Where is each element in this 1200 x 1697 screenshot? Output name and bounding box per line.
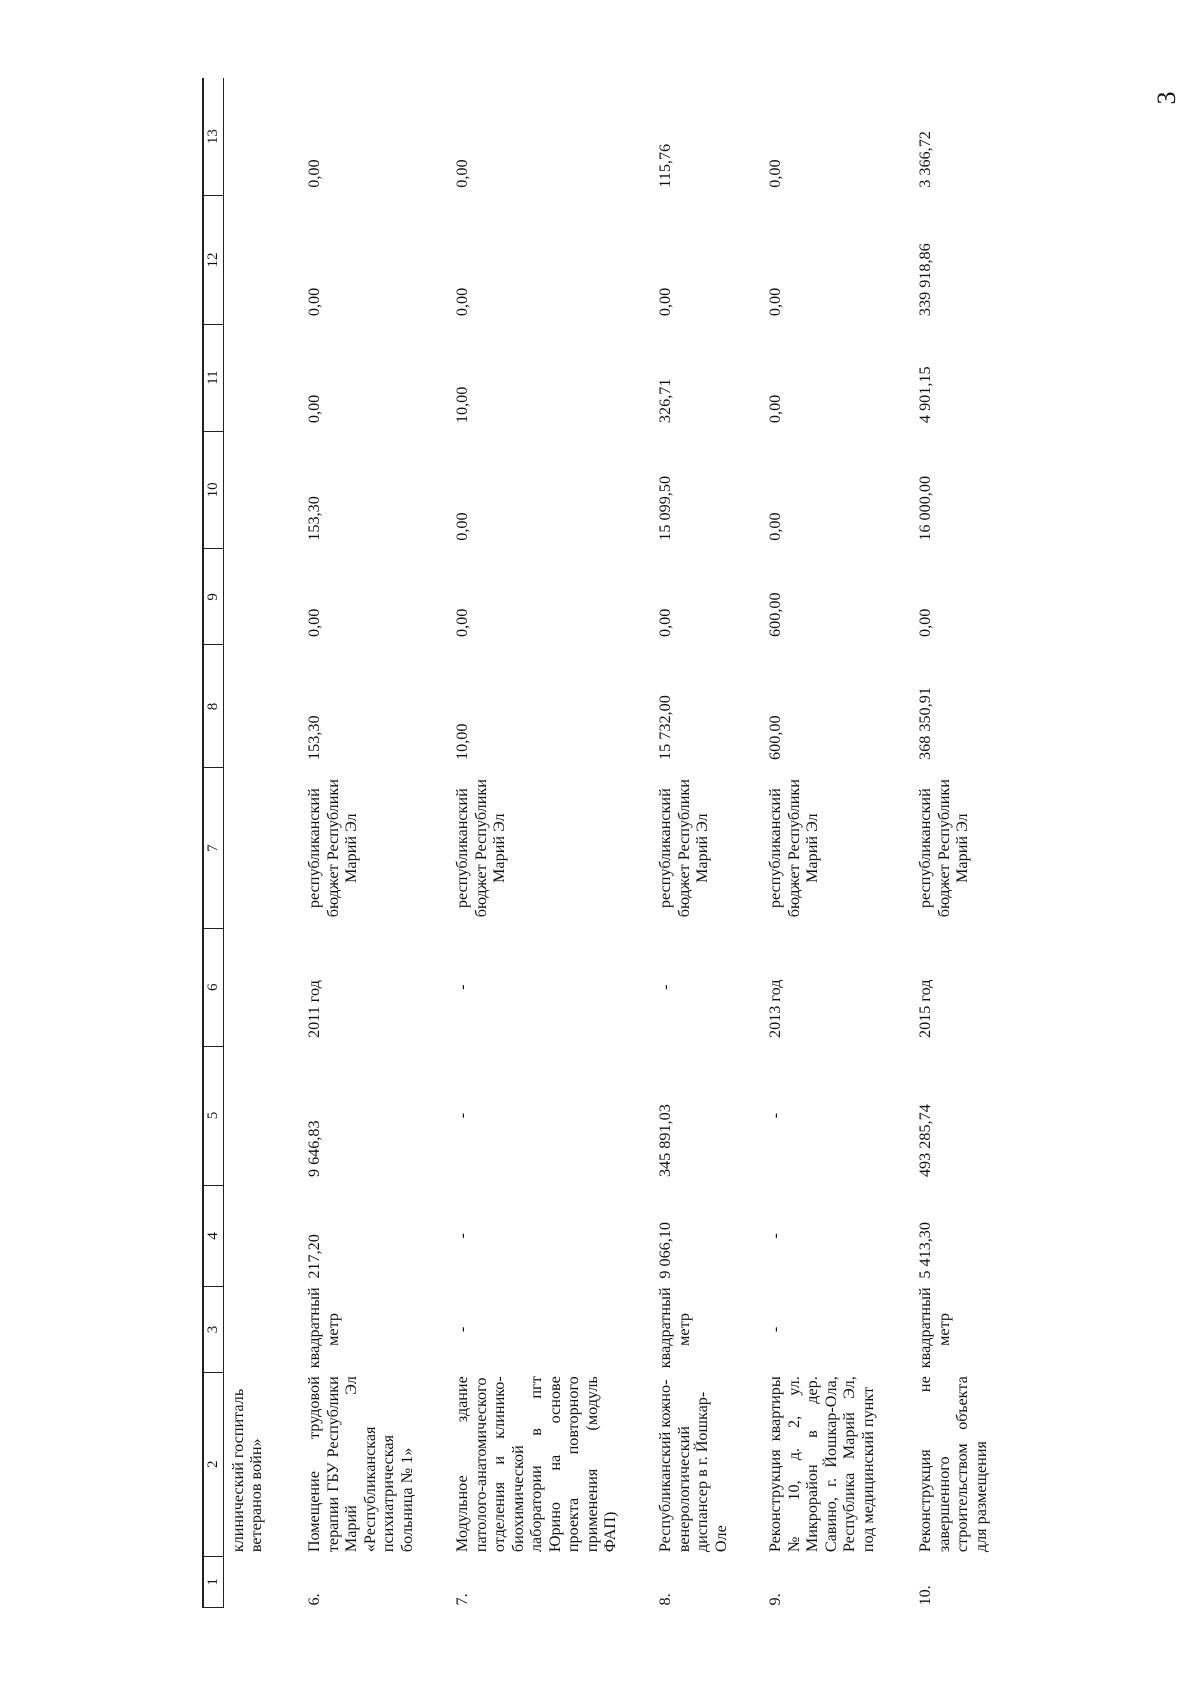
- value-10: 0,00: [453, 512, 471, 541]
- total: 10,00: [453, 723, 471, 760]
- table-row: [447, 78, 650, 1608]
- funding-source: республиканский бюджет Республики Марий Эл: [453, 779, 508, 918]
- capacity: -: [453, 1233, 471, 1239]
- unit: [223, 1287, 299, 1373]
- capacity: 5 413,30: [916, 1222, 934, 1279]
- object-name: Реконструкция квартиры № 10, д. 2, ул. Микрорайон в дер. Савино, г. Йошкар-Ола, Республика Марий Эл, под медицинский пункт: [766, 1376, 877, 1553]
- value-9: 0,00: [305, 608, 323, 637]
- value-10: 0,00: [766, 512, 784, 541]
- funding-source: республиканский бюджет Республики Марий Эл: [766, 779, 821, 918]
- value-13: 0,00: [453, 159, 471, 188]
- table-row: [910, 78, 1010, 1608]
- table-row-continuation: [223, 78, 299, 1608]
- value-11: 326,71: [656, 378, 674, 424]
- capacity: -: [766, 1233, 784, 1239]
- value-13: 0,00: [766, 159, 784, 188]
- rotated-table-container: [202, 8, 1200, 1608]
- value-11: 10,00: [453, 386, 471, 424]
- funding-source: республиканский бюджет Республики Марий Эл: [305, 779, 360, 918]
- completion-year: 2013 год: [766, 979, 784, 1039]
- unit: -: [453, 1326, 471, 1333]
- value-10: 153,30: [305, 496, 323, 541]
- table-row: [299, 78, 447, 1608]
- row-number: 7.: [453, 1593, 471, 1606]
- funding-source: [223, 768, 299, 928]
- funding-source: республиканский бюджет Республики Марий Эл: [916, 779, 971, 918]
- value-9: 0,00: [656, 608, 674, 637]
- funding-source: республиканский бюджет Республики Марий Эл: [656, 779, 711, 918]
- value-12: 0,00: [453, 287, 471, 317]
- value-13: 3 366,72: [916, 131, 934, 188]
- value-11: 0,00: [766, 394, 784, 424]
- estimated-cost: -: [453, 1112, 471, 1119]
- page-number: 3: [1152, 91, 1181, 105]
- unit: -: [766, 1326, 784, 1333]
- col-header-8: 8: [203, 645, 223, 768]
- object-name: клинический госпиталь ветеранов войн»: [228, 1388, 265, 1553]
- value-12: 0,00: [656, 287, 674, 317]
- total: 153,30: [305, 715, 323, 760]
- object-name: Модульное здание патолого-анатомического отделения и клинико-биохимической лаборатории в пгт Юрино на основе проекта повторного применения (модуль ФАП): [453, 1376, 619, 1553]
- value-13: 0,00: [305, 159, 323, 188]
- total: 15 732,00: [656, 695, 674, 760]
- object-name: Помещение трудовой терапии ГБУ Республики Марий Эл «Республиканская психиатрическая больница № 1»: [305, 1376, 416, 1553]
- value-12: [223, 196, 299, 324]
- value-12: 339 918,86: [916, 243, 934, 317]
- value-13: 115,76: [656, 143, 674, 188]
- value-10: 15 099,50: [656, 475, 674, 541]
- value-10: 16 000,00: [916, 475, 934, 541]
- value-12: 0,00: [766, 287, 784, 317]
- col-header-12: 12: [203, 196, 223, 324]
- unit: квадратный метр: [916, 1287, 953, 1369]
- estimated-cost: -: [766, 1112, 784, 1119]
- col-header-9: 9: [203, 549, 223, 645]
- row-number: 10.: [916, 1585, 934, 1606]
- table-header: [203, 78, 223, 1608]
- col-header-1: 1: [203, 1556, 223, 1607]
- col-header-3: 3: [203, 1287, 223, 1373]
- data-table: [202, 78, 1010, 1608]
- value-12: 0,00: [305, 287, 323, 317]
- col-header-11: 11: [203, 324, 223, 431]
- completion-year: [223, 928, 299, 1046]
- capacity: 217,20: [305, 1234, 323, 1279]
- row-number: 9.: [766, 1593, 784, 1606]
- estimated-cost: 9 646,83: [305, 1120, 323, 1178]
- value-11: 4 901,15: [916, 366, 934, 424]
- value-9: 0,00: [916, 608, 934, 637]
- value-11: [223, 324, 299, 431]
- estimated-cost: 345 891,03: [656, 1104, 674, 1178]
- object-name: Реконструкция не завершенного строительством объекта для размещения: [916, 1376, 990, 1553]
- col-header-7: 7: [203, 768, 223, 928]
- col-header-4: 4: [203, 1185, 223, 1287]
- total: 600,00: [766, 715, 784, 760]
- table-row: [760, 78, 910, 1608]
- estimated-cost: [223, 1046, 299, 1185]
- completion-year: -: [656, 984, 674, 990]
- value-10: [223, 431, 299, 549]
- row-number: [223, 1556, 299, 1607]
- col-header-10: 10: [203, 431, 223, 549]
- capacity: [223, 1185, 299, 1287]
- col-header-13: 13: [203, 78, 223, 196]
- object-name: Республиканский кожно-венерологический диспансер в г. Йошкар-Оле: [656, 1379, 730, 1553]
- total: 368 350,91: [916, 687, 934, 760]
- row-number: 8.: [656, 1593, 674, 1606]
- value-13: [223, 78, 299, 196]
- completion-year: -: [453, 984, 471, 990]
- estimated-cost: 493 285,74: [916, 1104, 934, 1178]
- col-header-6: 6: [203, 928, 223, 1046]
- completion-year: 2011 год: [305, 980, 323, 1039]
- capacity: 9 066,10: [656, 1222, 674, 1279]
- row-number: 6.: [305, 1593, 323, 1606]
- unit: квадратный метр: [656, 1287, 693, 1369]
- total: [223, 645, 299, 768]
- col-header-2: 2: [203, 1372, 223, 1556]
- table-row: [650, 78, 760, 1608]
- col-header-5: 5: [203, 1046, 223, 1185]
- value-9: 600,00: [766, 592, 784, 637]
- completion-year: 2015 год: [916, 979, 934, 1039]
- value-9: 0,00: [453, 608, 471, 637]
- unit: квадратный метр: [305, 1287, 342, 1369]
- value-9: [223, 549, 299, 645]
- value-11: 0,00: [305, 394, 323, 424]
